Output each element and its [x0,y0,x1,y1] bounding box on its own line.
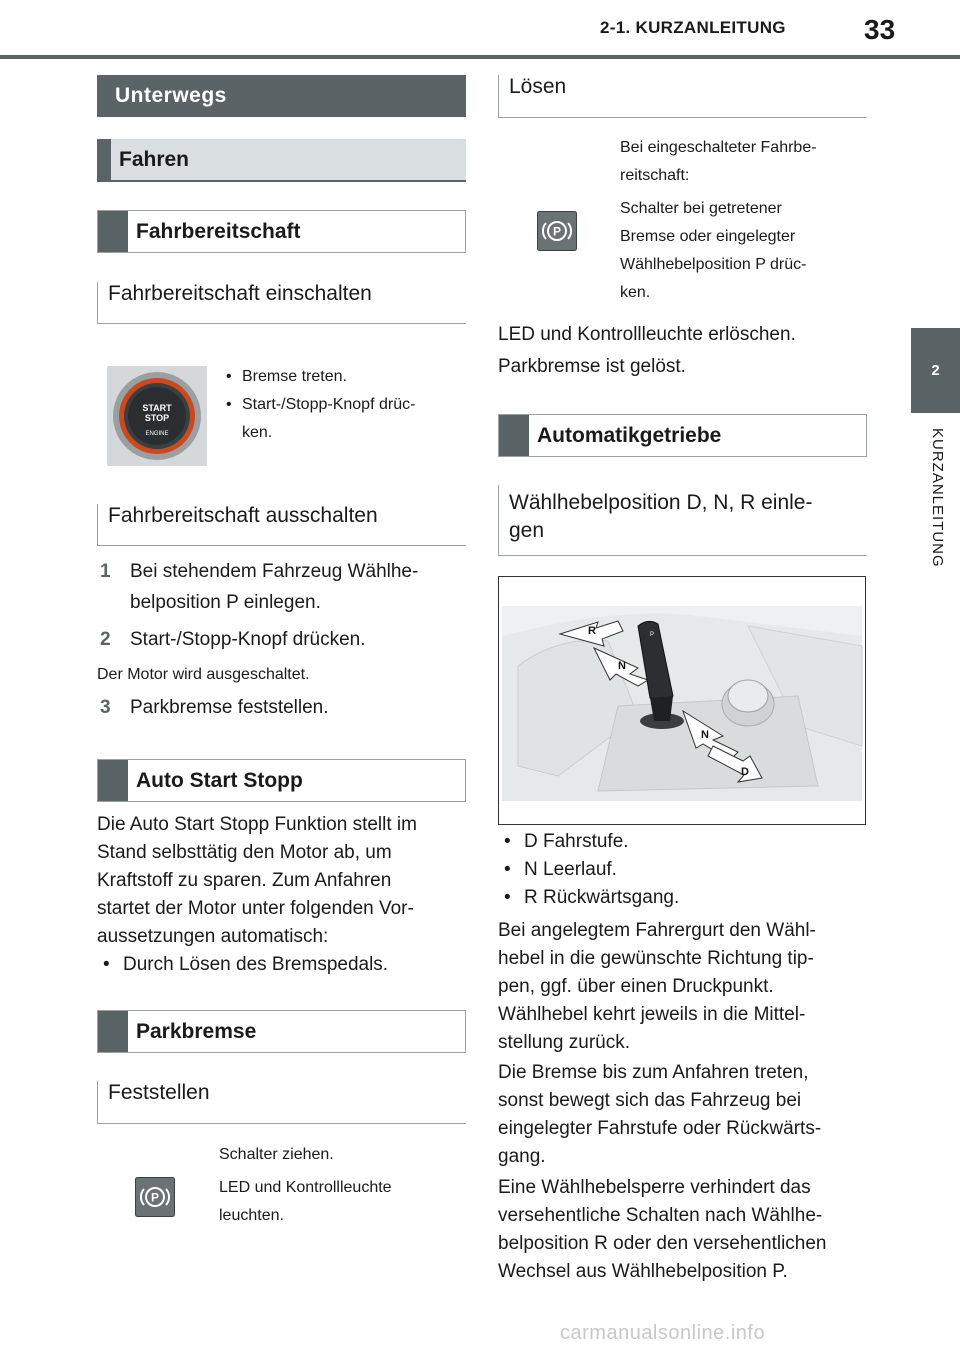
subheading-loesen: Lösen [498,75,867,118]
paragraph-waehlhebelsperre [498,1174,867,1286]
fb-ein-list [222,363,462,447]
list-item: • N Leerlauf. [498,856,867,884]
gear-label-d: D [741,766,749,778]
header-rule [0,55,960,59]
heading-automatikgetriebe [498,414,867,457]
text-line: Kraftstoff zu sparen. Zum Anfahren [97,870,392,891]
page-number: 33 [864,14,896,45]
paragraph-fahrergurt [498,917,867,1057]
heading-parkbremse [97,1010,466,1053]
heading-parkbremse-label: Parkbremse [136,1019,257,1043]
text-line: Wählhebel kehrt jeweils in die Mittel- [498,1004,806,1025]
heading-unterwegs: Unterwegs [97,75,466,117]
parking-brake-icon [537,211,577,251]
subheading-feststellen: Feststellen [97,1081,466,1124]
watermark: carmanualsonline.info [560,1322,766,1344]
list-item: • Durch Lösen des Bremspedals. [97,951,466,979]
gear-label-p: P [650,632,655,638]
heading-fahrbereitschaft [97,210,466,253]
list-item: • R Rückwärtsgang. [498,884,867,912]
engine-label: ENGINE [145,431,169,437]
text-line: Die Bremse bis zum Anfahren treten, [498,1062,809,1083]
text-line: gen [509,519,545,542]
chapter-label: KURZANLEITUNG [929,428,946,568]
text-line: belposition R oder den versehentlichen [498,1233,827,1254]
section-title: 2-1. KURZANLEITUNG [600,18,786,37]
text-line: gang. [498,1146,546,1167]
text-line: Wechsel aus Wählhebelposition P. [498,1261,788,1282]
heading-fahrbereitschaft-label: Fahrbereitschaft [136,219,301,243]
gear-label-n1: N [618,660,626,672]
list-item-continued: ken. [242,424,273,441]
heading-fahren-label: Fahren [119,147,190,171]
heading-auto-start-stopp-label: Auto Start Stopp [136,768,303,792]
gear-list [498,828,867,912]
chapter-tab[interactable]: 2 [911,328,960,413]
list-item: • Start-/Stopp-Knopf drüc- [222,391,462,419]
text-line: leuchten. [219,1207,284,1224]
step-2 [100,626,466,654]
text-line: reitschaft: [620,167,690,184]
stop-label: STOP [144,413,170,423]
heading-automatikgetriebe-label: Automatikgetriebe [537,423,722,447]
subheading-fb-ausschalten: Fahrbereitschaft ausschalten [97,504,466,546]
ass-paragraph [97,811,466,979]
heading-auto-start-stopp [97,759,466,802]
text-line: ken. [620,284,651,301]
led-aus-text: LED und Kontrollleuchte erlöschen. [498,324,796,345]
pb-geloest-text: Parkbremse ist gelöst. [498,356,686,377]
step-number: 1 [100,561,111,582]
text-line: startet der Motor unter folgenden Vor- [97,898,414,919]
parking-brake-icon [135,1177,175,1217]
text-line: Wählhebelposition D, N, R einle- [509,491,813,514]
step-1 [100,556,466,618]
list-item: • Bremse treten. [222,363,462,391]
text-line: Bei eingeschalteter Fahrbe- [620,139,817,156]
text-line: Stand selbsttätig den Motor ab, um [97,842,392,863]
step-3 [100,694,466,722]
loesen-text [620,134,865,307]
step-number: 3 [100,697,111,718]
step-text: Parkbremse feststellen. [130,697,329,718]
motor-note: Der Motor wird ausgeschaltet. [97,666,310,683]
start-label: START [142,403,172,413]
text-line: Schalter bei getretener [620,200,782,217]
text-line: aussetzungen automatisch: [97,926,329,947]
text-line: pen, ggf. über einen Druckpunkt. [498,976,774,997]
text-line: Eine Wählhebelsperre verhindert das [498,1177,811,1198]
text-line: LED und Kontrollleuchte [219,1179,392,1196]
text-line: versehentliche Schalten nach Wählhe- [498,1205,823,1226]
heading-fahren [97,139,466,182]
list-item: • D Fahrstufe. [498,828,867,856]
step-text: belposition P einlegen. [130,592,321,613]
text-line: sonst bewegt sich das Fahrzeug bei [498,1090,802,1111]
text-line: stellung zurück. [498,1032,631,1053]
text-line: Bei angelegtem Fahrergurt den Wähl- [498,920,816,941]
svg-text:P: P [552,224,562,239]
subheading-fb-einschalten: Fahrbereitschaft einschalten [97,282,466,324]
gear-selector-illustration [498,576,866,825]
text-line: Bremse oder eingelegter [620,228,796,245]
step-number: 2 [100,629,111,650]
text-line: Die Auto Start Stopp Funktion stellt im [97,814,417,835]
text-line: hebel in die gewünschte Richtung tip- [498,948,814,969]
feststellen-text [219,1141,464,1230]
text-line: Wählhebelposition P drüc- [620,256,807,273]
step-text: Bei stehendem Fahrzeug Wählhe- [130,561,419,582]
subheading-waehlhebelposition [498,485,867,556]
paragraph-bremse [498,1059,867,1171]
start-stop-button-icon [107,366,207,466]
gear-label-r: R [588,625,596,637]
gear-label-n2: N [701,729,709,741]
step-text: Start-/Stopp-Knopf drücken. [130,629,366,650]
svg-text:P: P [150,1190,160,1205]
text-line: Schalter ziehen. [219,1146,334,1163]
text-line: eingelegter Fahrstufe oder Rückwärts- [498,1118,822,1139]
